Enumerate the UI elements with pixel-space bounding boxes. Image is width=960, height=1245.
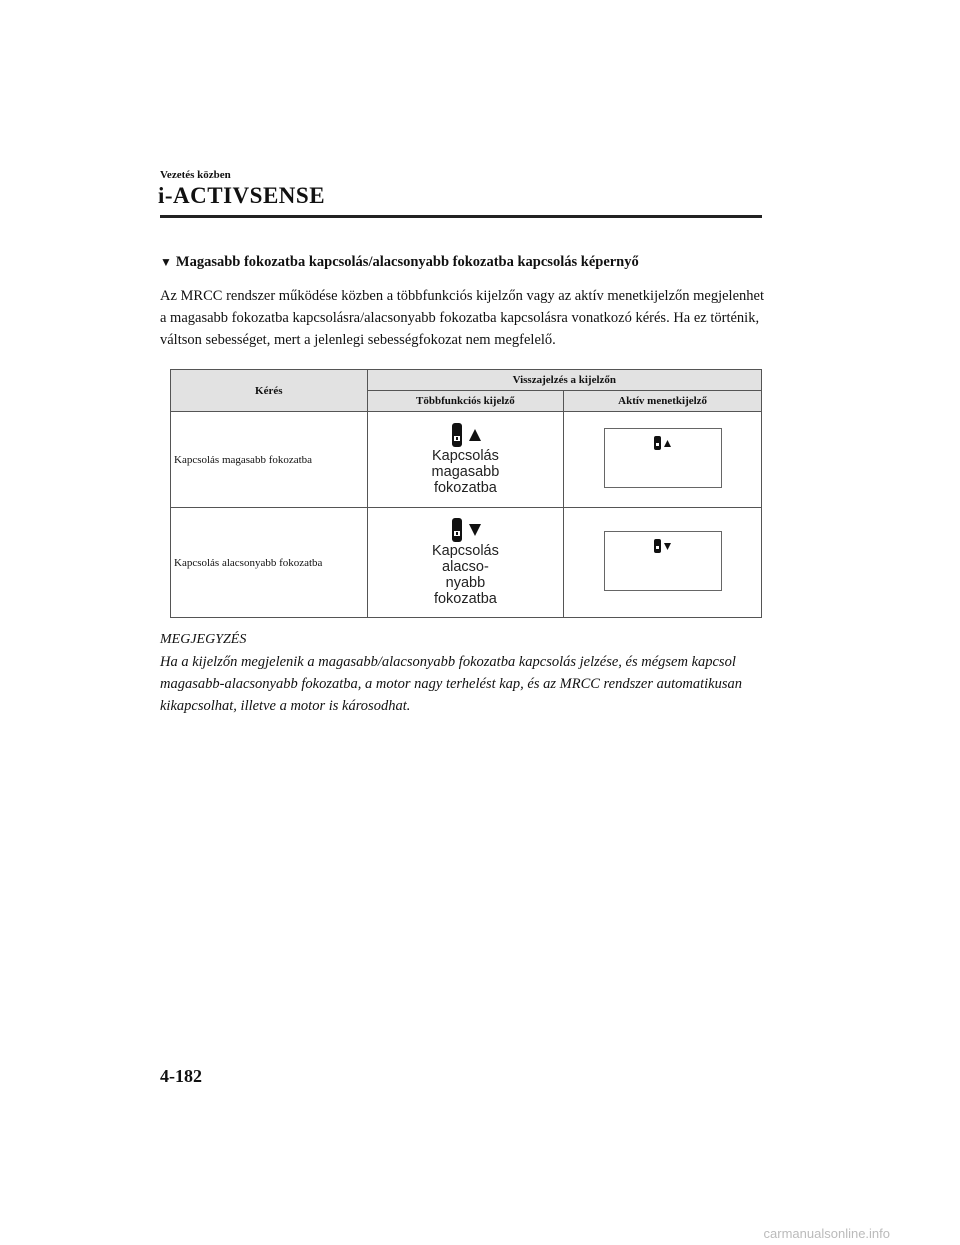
header-request: Kérés [171,370,368,412]
table-row [171,412,762,508]
intro-paragraph: Az MRCC rendszer működése közben a többfunkciós kijelzőn vagy az aktív menetkijelzőn megjelenhet a magasabb fokozatba kapcsolásra/alacsonyabb fokozatba kapcsolásra vonatkozó kérés. Ha ez történik, váltson sebességet, mert a jelenlegi sebességfokozat nem megfelelő. [160,288,764,348]
shift-up-icon [664,440,671,447]
gear-lever-icon [653,539,662,553]
shift-down-icon [468,523,482,537]
gear-lever-icon [653,436,662,450]
active-display-box [604,531,722,591]
multi-display-text: Kapcsolás magasabb fokozatba [431,448,500,496]
shift-up-icon [468,428,482,442]
gear-lever-icon [449,518,465,542]
table-row [171,508,762,618]
note-title: MEGJEGYZÉS [160,632,247,647]
multi-display-text: Kapcsolás alacso- nyabb fokozatba [431,543,499,607]
page-number: 4-182 [160,1066,202,1086]
note-body: Ha a kijelzőn megjelenik a magasabb/alacsonyabb fokozatba kapcsolás jelzése, és mégsem kapcsol magasabb-alacsonyabb fokozatba, a motor nagy terhelést kap, és az MRCC rendszer automatikusan kikapcsolhat, illetve a motor is károsodhat. [160,654,742,714]
active-display-box [604,428,722,488]
header-rule [160,215,762,218]
row-label: Kapcsolás magasabb fokozatba [171,412,368,508]
header-feedback: Visszajelzés a kijelzőn [367,370,761,391]
subheading-text: Magasabb fokozatba kapcsolás/alacsonyabb fokozatba kapcsolás képernyő [175,254,639,270]
watermark: carmanualsonline.info [763,1226,890,1241]
row-label: Kapcsolás alacsonyabb fokozatba [171,508,368,618]
multi-display-cell [367,508,564,618]
chapter-title: i-ACTIVSENSE [158,183,326,208]
shift-request-table [170,369,762,618]
triangle-marker-icon: ▼ [160,255,172,269]
section-label: Vezetés közben [160,169,231,181]
header-multi-display: Többfunkciós kijelző [367,391,564,412]
active-display-cell [564,508,762,618]
gear-lever-icon [449,423,465,447]
shift-down-icon [664,543,671,550]
subheading [160,254,639,271]
header-active-display: Aktív menetkijelző [564,391,762,412]
multi-display-cell [367,412,564,508]
active-display-cell [564,412,762,508]
